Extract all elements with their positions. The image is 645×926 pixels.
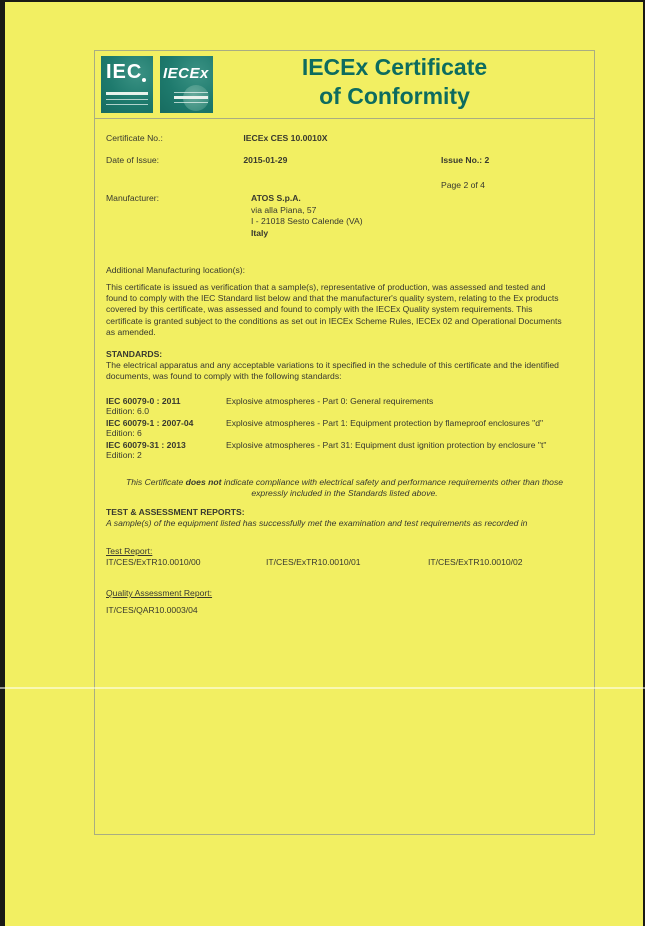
disclaimer-emphasis: does not [185, 477, 222, 487]
verification-line: covered by this certificate, was assessed and found to comply with the IECEx Quality system requirements. This [106, 304, 533, 315]
standards-heading: STANDARDS: [106, 349, 163, 359]
standard-code: IEC 60079-31 : 2013 [106, 440, 186, 450]
iec-logo-bar [106, 92, 148, 95]
page-title-line1: IECEx Certificate [301, 54, 488, 80]
verification-line: This certificate is issued as verification that a sample(s), representative of production, was assessed and tested and [106, 282, 546, 292]
certificate-no-row [106, 133, 327, 144]
scan-edge-left [0, 0, 5, 926]
verification-paragraph [106, 282, 587, 338]
iec-logo-dot [142, 78, 146, 82]
iec-logo-text: IEC [106, 61, 143, 83]
manufacturer-street: via alla Piana, 57 [251, 204, 317, 215]
test-report-number: IT/CES/ExTR10.0010/02 [428, 557, 523, 567]
disclaimer-text: This Certificate [125, 477, 186, 487]
issue-no: Issue No.: 2 [441, 155, 490, 165]
iec-logo-bar [106, 99, 148, 100]
disclaimer [120, 477, 569, 499]
manufacturer-label: Manufacturer: [106, 193, 160, 203]
standard-row [95, 396, 594, 418]
page-title [213, 53, 576, 111]
certificate-no-value: IECEx CES 10.0010X [243, 133, 328, 143]
scan-edge-top [0, 0, 645, 2]
iecex-logo-bar [174, 102, 208, 103]
iec-logo-icon [101, 56, 153, 113]
standards-intro-line: The electrical apparatus and any acceptable variations to it specified in the schedule of this certificate and the identified [106, 360, 559, 370]
manufacturer-city: I - 21018 Sesto Calende (VA) [251, 216, 363, 226]
manufacturer-country: Italy [251, 227, 269, 238]
iecex-logo-bar [174, 92, 208, 93]
manufacturer-name: ATOS S.p.A. [251, 193, 301, 203]
iecex-logo-icon [160, 56, 213, 113]
quality-assessment-report-label: Quality Assessment Report: [106, 588, 213, 598]
quality-assessment-report-value: IT/CES/QAR10.0003/04 [106, 605, 198, 615]
scan-fold-line [0, 687, 645, 689]
page-number: Page 2 of 4 [441, 180, 485, 190]
verification-line: found to comply with the IEC Standard list below and that the manufacturer's quality system, relating to the Ex products [106, 293, 559, 304]
standards-intro [106, 360, 587, 382]
standard-row [95, 418, 594, 440]
test-report-label: Test Report: [106, 546, 153, 556]
test-report-numbers [95, 557, 594, 569]
disclaimer-text: indicate compliance with electrical safety and performance requirements other than those [221, 477, 564, 487]
test-report-number: IT/CES/ExTR10.0010/00 [106, 557, 201, 567]
standard-description: Explosive atmospheres - Part 0: General requirements [226, 396, 434, 406]
certificate-frame [94, 50, 595, 835]
date-of-issue-value: 2015-01-29 [243, 155, 288, 165]
standard-edition: Edition: 6.0 [106, 406, 149, 416]
iec-logo-bar [106, 104, 148, 105]
page-title-line2: of Conformity [319, 83, 470, 109]
disclaimer-line2: expressly included in the Standards listed above. [251, 488, 438, 498]
date-of-issue-label: Date of Issue: [106, 155, 160, 165]
certificate-header [95, 51, 594, 119]
standards-intro-line: documents, was found to comply with the following standards: [106, 371, 342, 382]
standard-code: IEC 60079-0 : 2011 [106, 396, 181, 406]
standard-description: Explosive atmospheres - Part 1: Equipment protection by flameproof enclosures "d" [226, 418, 544, 428]
manufacturer-address [251, 193, 363, 239]
certificate-no-label: Certificate No.: [106, 133, 163, 143]
standard-row [95, 440, 594, 462]
standard-edition: Edition: 6 [106, 428, 142, 438]
iecex-logo-bar [174, 96, 208, 99]
standard-edition: Edition: 2 [106, 450, 142, 460]
date-of-issue-row [106, 155, 287, 166]
additional-locations-label: Additional Manufacturing location(s): [106, 265, 246, 275]
test-reports-intro: A sample(s) of the equipment listed has successfully met the examination and test requirements as recorded in [106, 518, 528, 528]
test-reports-heading: TEST & ASSESSMENT REPORTS: [106, 507, 245, 517]
test-report-number: IT/CES/ExTR10.0010/01 [266, 557, 361, 567]
standard-code: IEC 60079-1 : 2007-04 [106, 418, 194, 428]
standard-description: Explosive atmospheres - Part 31: Equipment dust ignition protection by enclosure "t" [226, 440, 547, 450]
verification-line: as amended. [106, 326, 156, 337]
verification-line: certificate is granted subject to the conditions as set out in IECEx Scheme Rules, IECEx 02 and Operational Documents [106, 315, 562, 326]
iecex-logo-text: IECEx [163, 65, 209, 82]
